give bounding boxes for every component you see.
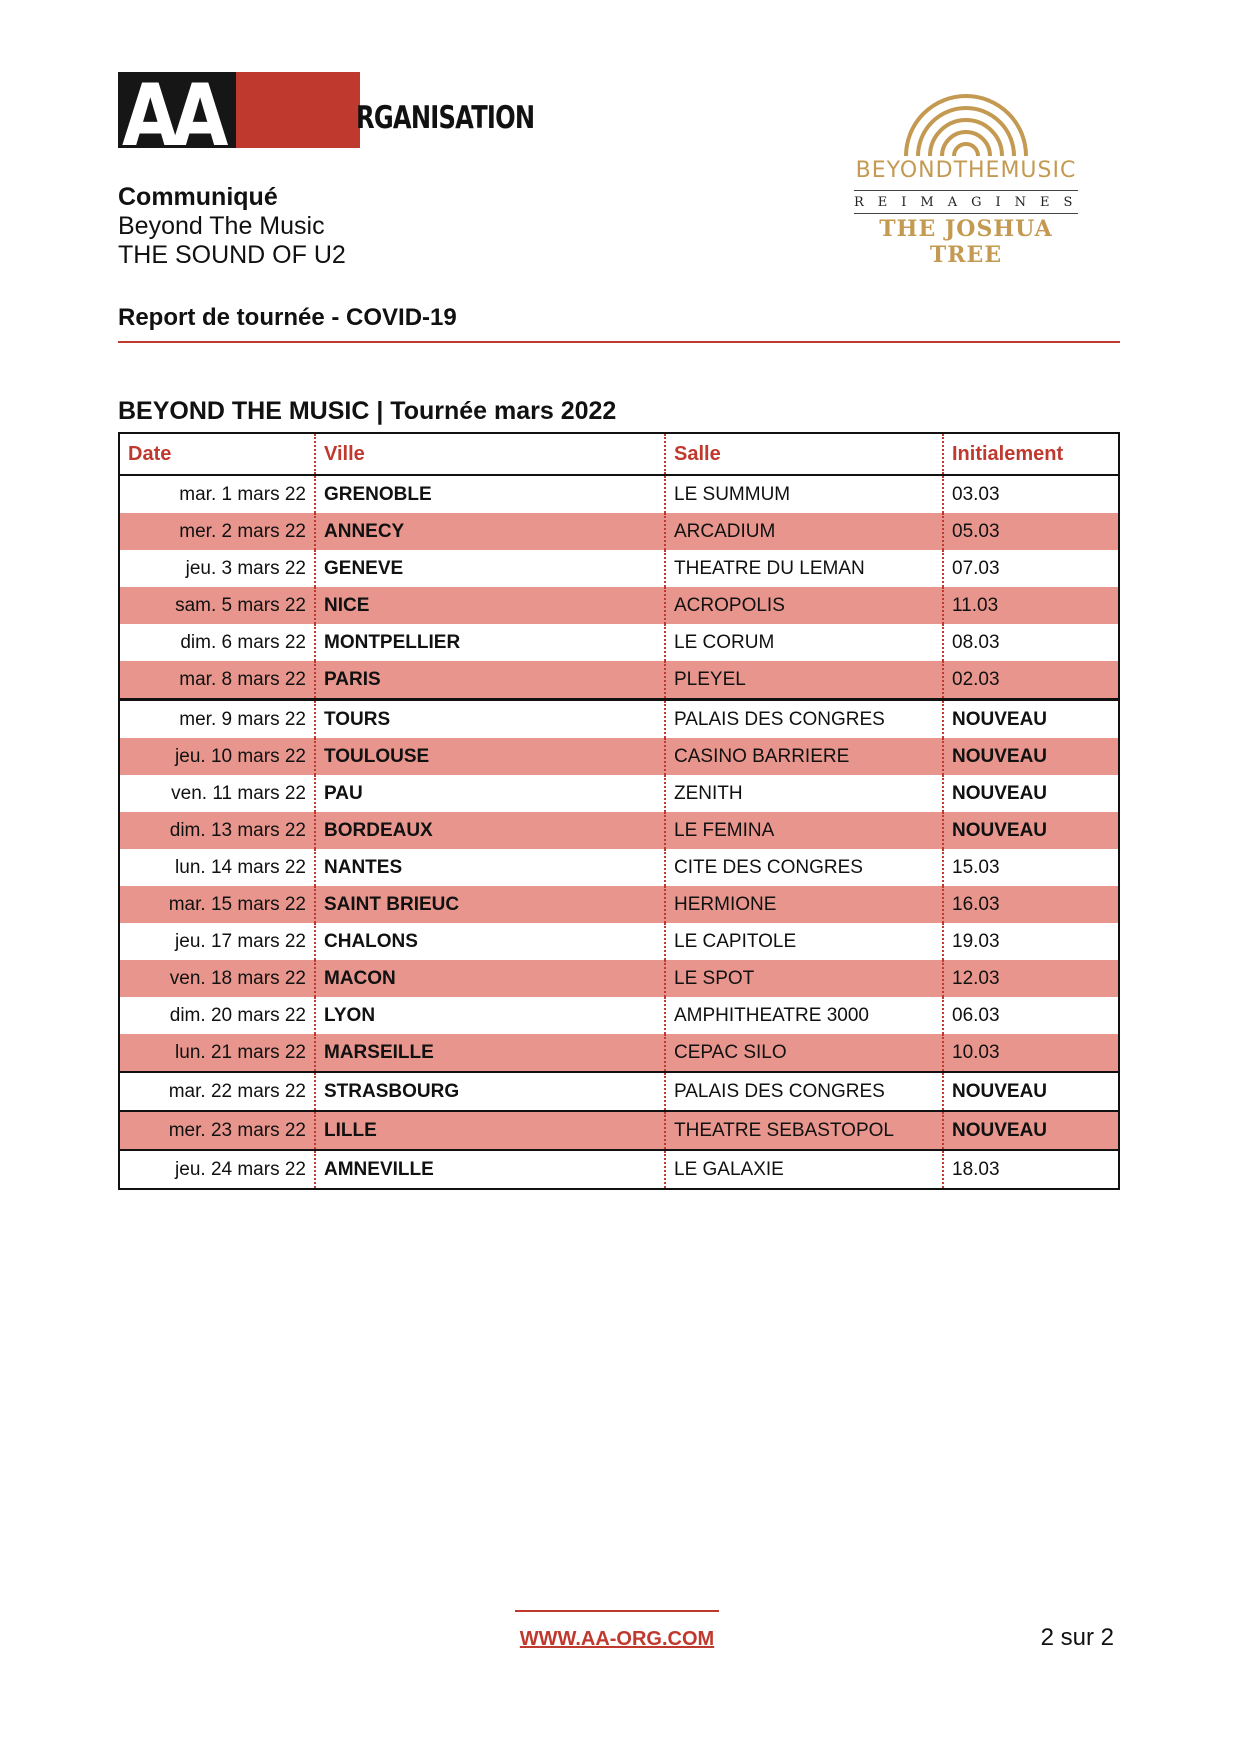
cell-date: mer. 23 mars 22 [119,1111,315,1150]
aa-organisation-logo [118,66,535,166]
communique-subtitle-2: THE SOUND OF U2 [118,241,346,269]
page-number: 2 sur 2 [1040,1624,1114,1651]
cell-initial: NOUVEAU [943,700,1119,739]
beyond-the-music-logo [846,88,1087,268]
cell-venue: ZENITH [665,775,943,812]
cell-venue: THEATRE DU LEMAN [665,550,943,587]
concentric-arcs-icon [898,90,1034,158]
table-row [119,997,1119,1034]
cell-venue: CITE DES CONGRES [665,849,943,886]
cell-date: jeu. 3 mars 22 [185,557,306,579]
cell-initial: 11.03 [943,587,1119,624]
cell-initial: 08.03 [943,624,1119,661]
cell-initial: NOUVEAU [943,1111,1119,1150]
cell-initial: 19.03 [943,923,1119,960]
cell-initial: 12.03 [943,960,1119,997]
table-row [119,960,1119,997]
cell-city: TOURS [315,700,665,739]
table-row [119,1150,1119,1189]
table-row [119,923,1119,960]
table-row [119,775,1119,812]
cell-city: NICE [315,587,665,624]
table-row [119,661,1119,700]
cell-city: MACON [315,960,665,997]
cell-city: CHALONS [315,923,665,960]
table-row [119,1111,1119,1150]
logo-red-block [236,72,360,148]
cell-initial: 18.03 [943,1150,1119,1189]
cell-venue: CEPAC SILO [665,1034,943,1072]
cell-venue: PALAIS DES CONGRES [665,1072,943,1111]
cell-venue: THEATRE SEBASTOPOL [665,1111,943,1150]
table-row [119,624,1119,661]
cell-initial: 02.03 [943,661,1119,700]
cell-venue: ARCADIUM [665,513,943,550]
cell-date: lun. 21 mars 22 [119,1034,315,1072]
table-row [119,738,1119,775]
cell-city: GRENOBLE [315,475,665,513]
table-row [119,1072,1119,1111]
table-row [119,700,1119,739]
tour-table [118,432,1120,1190]
cell-city: LILLE [315,1111,665,1150]
cell-venue: ACROPOLIS [665,587,943,624]
cell-venue: AMPHITHEATRE 3000 [665,997,943,1034]
table-row [119,812,1119,849]
table-row [119,1034,1119,1072]
cell-date: mar. 8 mars 22 [119,661,315,700]
cell-venue: HERMIONE [665,886,943,923]
cell-date: mar. 22 mars 22 [119,1072,315,1111]
cell-initial: NOUVEAU [943,738,1119,775]
cell-date: ven. 11 mars 22 [171,782,306,804]
cell-city: SAINT BRIEUC [315,886,665,923]
cell-venue: LE SUMMUM [665,475,943,513]
communique-subtitle: Beyond The Music [118,212,325,240]
footer-divider [515,1610,719,1612]
cell-city: TOULOUSE [315,738,665,775]
cell-city: ANNECY [315,513,665,550]
communique-title: Communiqué [118,183,278,211]
communique-block [118,183,346,270]
cell-venue: LE CAPITOLE [665,923,943,960]
cell-city: NANTES [315,849,665,886]
cell-date: lun. 14 mars 22 [175,856,306,878]
cell-initial: 03.03 [943,475,1119,513]
cell-venue: PLEYEL [665,661,943,700]
logo-organisation-text: RGANISATION [356,100,535,136]
cell-date: mar. 1 mars 22 [179,483,306,505]
cell-initial: NOUVEAU [943,812,1119,849]
cell-date: mar. 15 mars 22 [119,886,315,923]
tour-title: BEYOND THE MUSIC | Tournée mars 2022 [118,397,617,425]
cell-city: STRASBOURG [315,1072,665,1111]
cell-date: dim. 20 mars 22 [169,1004,306,1026]
cell-initial: 10.03 [943,1034,1119,1072]
table-header-row [119,433,1119,475]
cell-venue: PALAIS DES CONGRES [665,700,943,739]
cell-date: mer. 9 mars 22 [119,700,315,739]
cell-initial: 07.03 [943,550,1119,587]
report-divider [118,341,1120,343]
cell-venue: CASINO BARRIERE [665,738,943,775]
cell-initial: 16.03 [943,886,1119,923]
cell-city: GENEVE [315,550,665,587]
header-initial: Initialement [943,433,1119,475]
table-row [119,849,1119,886]
cell-city: PARIS [315,661,665,700]
table-row [119,475,1119,513]
cell-date: jeu. 17 mars 22 [175,930,306,952]
website-link[interactable]: WWW.AA-ORG.COM [519,1628,715,1650]
cell-venue: LE CORUM [665,624,943,661]
logo-beyond-the-music-text: BEYONDTHEMUSIC [855,158,1077,183]
header-venue: Salle [665,433,943,475]
header-city: Ville [315,433,665,475]
cell-venue: LE SPOT [665,960,943,997]
cell-date: mer. 2 mars 22 [119,513,315,550]
cell-date: ven. 18 mars 22 [119,960,315,997]
cell-city: BORDEAUX [315,812,665,849]
logo-joshua-tree-text: THE JOSHUA TREE [879,216,1053,268]
cell-date: dim. 13 mars 22 [119,812,315,849]
cell-initial: 06.03 [943,997,1119,1034]
cell-initial: 05.03 [943,513,1119,550]
cell-date: dim. 6 mars 22 [180,631,306,653]
table-row [119,513,1119,550]
table-row [119,550,1119,587]
report-title: Report de tournée - COVID-19 [118,304,457,331]
logo-reimagines-text: REIMAGINES [854,190,1078,214]
cell-city: AMNEVILLE [315,1150,665,1189]
cell-venue: LE FEMINA [665,812,943,849]
cell-venue: LE GALAXIE [665,1150,943,1189]
table-row [119,886,1119,923]
cell-initial: NOUVEAU [943,1072,1119,1111]
cell-date: sam. 5 mars 22 [119,587,315,624]
cell-city: MARSEILLE [315,1034,665,1072]
cell-city: PAU [315,775,665,812]
cell-date: jeu. 10 mars 22 [119,738,315,775]
cell-date: jeu. 24 mars 22 [119,1150,315,1189]
cell-initial: NOUVEAU [943,775,1119,812]
cell-city: MONTPELLIER [315,624,665,661]
cell-city: LYON [315,997,665,1034]
cell-initial: 15.03 [943,849,1119,886]
header-date: Date [119,433,315,475]
table-row [119,587,1119,624]
logo-aa-letters: AA [122,66,222,166]
